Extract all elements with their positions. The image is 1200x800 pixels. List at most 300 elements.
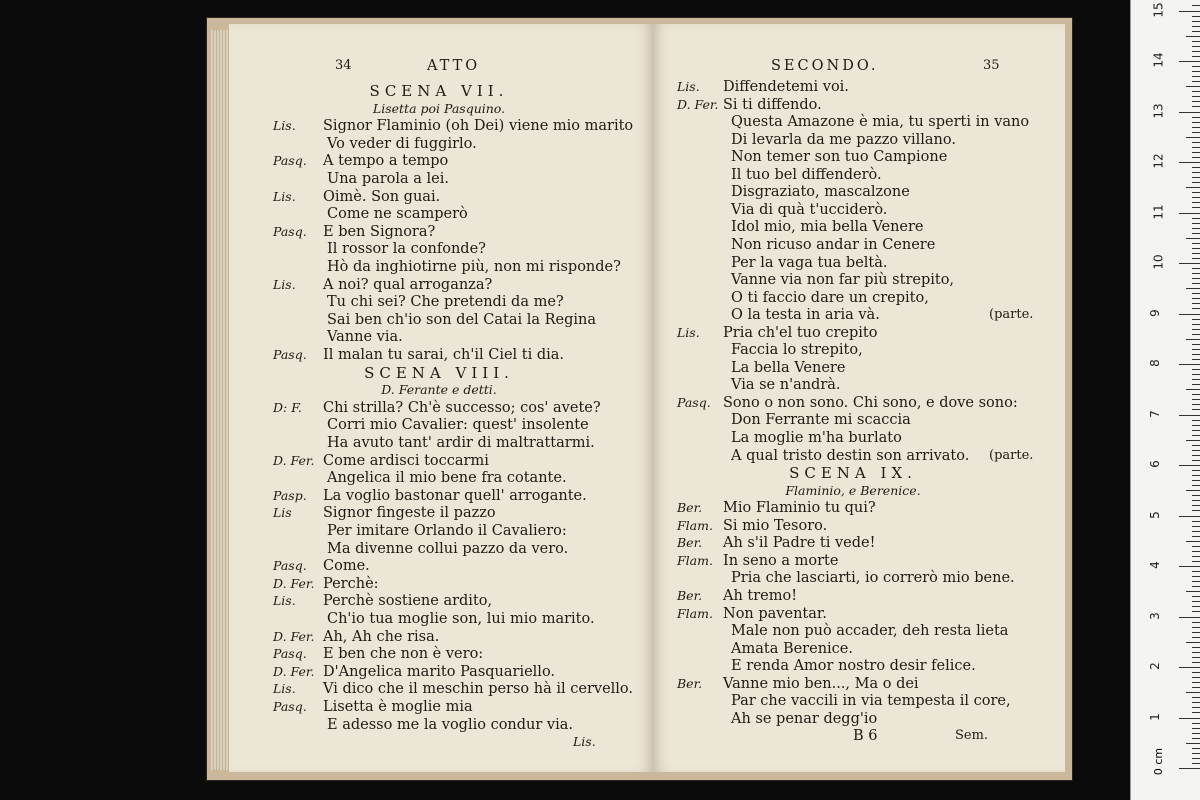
text-line	[273, 205, 468, 223]
ruler-tick	[1192, 283, 1200, 284]
verse-text: Si ti diffendo.	[723, 96, 822, 113]
verse-text: E ben che non è vero:	[323, 646, 484, 663]
text-line	[273, 522, 567, 540]
ruler-tick	[1179, 465, 1200, 466]
speaker-label: Flam.	[677, 517, 713, 533]
ruler-tick	[1192, 379, 1200, 380]
text-line	[677, 447, 1034, 465]
verse-text: Perchè sostiene ardito,	[323, 593, 493, 610]
text-line	[677, 201, 887, 219]
verse-text: Come ne scamperò	[327, 206, 468, 223]
ruler-tick	[1192, 243, 1200, 244]
ruler-tick	[1192, 91, 1200, 92]
text-line	[273, 716, 573, 734]
ruler-tick	[1192, 81, 1200, 82]
ruler-tick	[1192, 293, 1200, 294]
ruler-tick	[1192, 26, 1200, 27]
verse-text: Don Ferrante mi scaccia	[731, 412, 911, 429]
ruler-tick	[1179, 718, 1200, 719]
verse-text: Vanne mio ben..., Ma o dei	[723, 675, 919, 692]
ruler-tick	[1192, 16, 1200, 17]
ruler-tick	[1192, 228, 1200, 229]
ruler-tick	[1186, 339, 1200, 340]
verse-text: D'Angelica marito Pasquariello.	[323, 663, 556, 680]
text-line	[273, 680, 633, 698]
text-line	[677, 605, 827, 623]
verse-text: Lisetta è moglie mia	[323, 699, 473, 715]
text-line	[273, 135, 477, 153]
stage-direction: Flaminio, e Berenice.	[785, 482, 921, 498]
text-line	[677, 587, 797, 605]
ruler-tick	[1192, 455, 1200, 456]
speaker-label: Ber.	[677, 500, 703, 516]
verse-text: Non temer son tuo Campione	[731, 149, 948, 166]
text-line	[677, 534, 875, 552]
ruler-tick	[1192, 672, 1200, 673]
text-line	[573, 733, 596, 751]
verse-text: Sai ben ch'io son del Catai la Regina	[327, 311, 597, 328]
ruler-tick	[1192, 500, 1200, 501]
ruler-tick	[1192, 56, 1200, 57]
ruler-tick	[1192, 712, 1200, 713]
ruler-tick	[1192, 278, 1200, 279]
scene-heading: SCENA VII.	[369, 82, 509, 100]
text-line	[273, 592, 492, 610]
verse-text: Corri mio Cavalier: quest' insolente	[327, 417, 589, 434]
verse-text: A tempo a tempo	[323, 153, 449, 170]
ruler-tick	[1192, 707, 1200, 708]
text-line	[273, 311, 596, 329]
ruler-tick	[1192, 627, 1200, 628]
verse-text: Questa Amazone è mia, tu sperti in vano	[731, 114, 1030, 131]
verse-text: Hò da inghiotirne più, non mi risponde?	[327, 259, 621, 275]
ruler-tick	[1192, 526, 1200, 527]
stage-direction: Lisetta poi Pasquino.	[372, 100, 506, 116]
page-number-right: 35	[983, 58, 1000, 73]
text-line	[273, 293, 564, 311]
speaker-label: Pasq.	[273, 347, 307, 362]
verse-text: Ah se penar degg'io	[731, 710, 878, 727]
ruler-tick	[1192, 354, 1200, 355]
verse-text: A noi? qual arroganza?	[323, 276, 493, 293]
ruler-tick	[1192, 450, 1200, 451]
ruler-tick	[1192, 531, 1200, 532]
ruler-tick	[1179, 516, 1200, 517]
ruler-tick	[1192, 248, 1200, 249]
open-book	[207, 18, 1072, 780]
text-line	[677, 166, 882, 184]
ruler-tick	[1192, 647, 1200, 648]
ruler-tick	[1192, 308, 1200, 309]
page-number-left: 34	[335, 58, 352, 73]
ruler-number: 11	[1151, 203, 1166, 220]
ruler-tick	[1192, 207, 1200, 208]
ruler-tick	[1186, 86, 1200, 87]
verse-text: E adesso me la voglio condur via.	[327, 716, 574, 733]
ruler-number: 7	[1147, 409, 1162, 418]
ruler-tick	[1192, 31, 1200, 32]
text-line	[273, 698, 473, 716]
ruler-tick	[1192, 182, 1200, 183]
ruler-tick	[1192, 561, 1200, 562]
verse-text: Sono o non sono. Chi sono, e dove sono:	[723, 394, 1018, 411]
ruler-tick	[1192, 475, 1200, 476]
ruler-tick	[1192, 399, 1200, 400]
verse-text: Ha avuto tant' ardir di maltrattarmi.	[327, 435, 595, 451]
verse-text: Come ardisci toccarmi	[323, 452, 489, 469]
ruler-tick	[1192, 551, 1200, 552]
text-line	[273, 645, 483, 663]
ruler-number: 2	[1147, 662, 1162, 670]
text-line	[273, 452, 489, 470]
ruler-tick	[1192, 677, 1200, 678]
ruler-tick	[1186, 692, 1200, 693]
speaker-label: Flam.	[677, 552, 713, 568]
ruler-tick	[1186, 288, 1200, 289]
verse-text: Chi strilla? Ch'è successo; cos' avete?	[323, 399, 601, 416]
ruler-tick	[1192, 556, 1200, 557]
text-line	[273, 504, 496, 522]
ruler-tick	[1179, 162, 1200, 163]
ruler-tick	[1179, 415, 1200, 416]
verse-text: A qual tristo destin son arrivato.	[731, 447, 970, 464]
ruler-tick	[1192, 384, 1200, 385]
verse-text: Amata Berenice.	[731, 640, 853, 657]
ruler-tick	[1192, 253, 1200, 254]
ruler-number: 9	[1147, 308, 1162, 317]
running-header-left: ATTO	[427, 58, 481, 74]
ruler-tick	[1192, 485, 1200, 486]
text-line	[677, 499, 876, 517]
verse-text: Perchè:	[323, 575, 379, 592]
ruler-tick	[1192, 132, 1200, 133]
verse-text: Per la vaga tua beltà.	[731, 254, 888, 271]
verse-text: Diffendetemi voi.	[723, 79, 849, 95]
ruler-tick	[1192, 420, 1200, 421]
ruler-tick	[1186, 541, 1200, 542]
verse-text: Vo veder di fuggirlo.	[327, 135, 477, 152]
text-line	[677, 131, 956, 149]
ruler-number: 5	[1147, 510, 1162, 519]
speaker-label: Pasq.	[273, 558, 307, 574]
text-line	[677, 517, 827, 535]
ruler-tick	[1192, 258, 1200, 259]
ruler-tick	[1192, 359, 1200, 360]
ruler-tick	[1192, 41, 1200, 42]
text-line	[273, 117, 633, 135]
ruler-tick	[1192, 536, 1200, 537]
text-line	[273, 434, 595, 452]
ruler-tick	[1192, 319, 1200, 320]
speaker-label: Pasq.	[273, 646, 307, 662]
text-line	[677, 113, 1029, 131]
speaker-label: Pasq.	[677, 394, 711, 410]
text-line	[364, 364, 514, 382]
text-line	[273, 152, 448, 170]
ruler-tick	[1192, 748, 1200, 749]
ruler-tick	[1192, 142, 1200, 143]
text-line	[677, 218, 924, 236]
ruler-tick	[1179, 112, 1200, 113]
text-line	[677, 96, 822, 114]
verse-text: Mio Flaminio tu qui?	[723, 500, 876, 517]
ruler-tick	[1192, 172, 1200, 173]
ruler-tick	[1186, 743, 1200, 744]
ruler-tick	[1186, 490, 1200, 491]
verse-text: Signor Flaminio (oh Dei) viene mio marito	[323, 118, 634, 135]
verse-text: La moglie m'ha burlato	[731, 430, 902, 446]
ruler-tick	[1192, 51, 1200, 52]
ruler-tick	[1192, 571, 1200, 572]
ruler-tick	[1186, 642, 1200, 643]
text-line	[273, 276, 492, 294]
verse-text: Non ricuso andar in Cenere	[731, 236, 936, 253]
text-line	[273, 540, 568, 558]
verse-text: Ah tremo!	[723, 587, 798, 604]
ruler-tick	[1192, 5, 1200, 6]
ruler-number: 13	[1151, 102, 1166, 119]
ruler-tick	[1192, 46, 1200, 47]
ruler-tick	[1192, 177, 1200, 178]
ruler-tick	[1192, 521, 1200, 522]
ruler-tick	[1192, 611, 1200, 612]
ruler-tick	[1186, 187, 1200, 188]
verse-text: Vi dico che il meschin perso hà il cervello.	[323, 681, 634, 698]
ruler-tick	[1179, 61, 1200, 62]
left-page	[229, 24, 653, 772]
speaker-label: Lis.	[677, 324, 700, 340]
speaker-label: Pasp.	[273, 487, 307, 503]
ruler-tick	[1192, 510, 1200, 511]
margin-note: Sem.	[955, 728, 989, 744]
speaker-label: D. Fer.	[273, 663, 315, 679]
speaker-label: Pasq.	[273, 223, 307, 239]
ruler-tick	[1192, 122, 1200, 123]
ruler-tick	[1192, 763, 1200, 764]
speaker-label: D. Fer.	[273, 452, 315, 468]
ruler-tick	[1192, 192, 1200, 193]
ruler-tick	[1192, 268, 1200, 269]
ruler-number: 15	[1151, 1, 1166, 18]
ruler-number: 10	[1151, 254, 1166, 270]
ruler-tick	[1192, 76, 1200, 77]
speaker-label: Lis.	[677, 79, 700, 94]
text-line	[273, 610, 595, 628]
ruler-tick	[1192, 738, 1200, 739]
signature-mark: B 6	[853, 728, 878, 745]
ruler-tick	[1186, 238, 1200, 239]
ruler-tick	[1179, 667, 1200, 668]
verse-text: Non paventar.	[723, 605, 827, 622]
ruler-tick	[1192, 66, 1200, 67]
ruler-tick	[1192, 723, 1200, 724]
speaker-label: Flam.	[677, 605, 713, 621]
verse-text: Tu chi sei? Che pretendi da me?	[327, 294, 564, 311]
ruler-number: 8	[1147, 359, 1162, 367]
verse-text: Ch'io tua moglie son, lui mio marito.	[327, 611, 595, 627]
ruler-tick	[1192, 96, 1200, 97]
ruler-number: 12	[1151, 153, 1166, 169]
running-header-right: SECONDO.	[771, 58, 879, 74]
verse-text: Si mio Tesoro.	[723, 517, 828, 534]
text-line	[273, 575, 379, 593]
verse-text: Di levarla da me pazzo villano.	[731, 131, 956, 148]
ruler-tick	[1192, 733, 1200, 734]
text-line	[785, 482, 920, 500]
verse-text: Signor fingeste il pazzo	[323, 505, 496, 522]
ruler-tick	[1192, 223, 1200, 224]
ruler-tick	[1192, 147, 1200, 148]
verse-text: Come.	[323, 558, 370, 575]
ruler-tick	[1192, 152, 1200, 153]
ruler-tick	[1192, 349, 1200, 350]
text-line	[677, 78, 849, 96]
text-line	[677, 376, 841, 394]
ruler-tick	[1192, 728, 1200, 729]
ruler-tick	[1192, 369, 1200, 370]
speaker-label: Pasq.	[273, 699, 307, 714]
ruler-tick	[1192, 273, 1200, 274]
verse-text: Una parola a lei.	[327, 171, 450, 187]
text-line	[677, 306, 1034, 324]
verse-text: Pria che lasciarti, io correrò mio bene.	[731, 570, 1015, 587]
ruler-tick	[1192, 324, 1200, 325]
measurement-ruler	[1130, 0, 1200, 800]
ruler-number: 6	[1147, 460, 1162, 468]
speaker-label: D: F.	[273, 399, 302, 415]
text-line	[273, 557, 370, 575]
verse-text: La voglio bastonar quell' arrogante.	[323, 487, 587, 504]
verse-text: Pria ch'el tuo crepito	[723, 324, 878, 341]
ruler-tick	[1192, 596, 1200, 597]
text-line	[677, 341, 863, 359]
text-line	[677, 148, 947, 166]
ruler-tick	[1192, 404, 1200, 405]
ruler-tick	[1192, 394, 1200, 395]
ruler-tick	[1192, 576, 1200, 577]
ruler-tick	[1192, 197, 1200, 198]
text-line	[677, 429, 902, 447]
ruler-tick	[1192, 157, 1200, 158]
ruler-number: 3	[1147, 611, 1162, 620]
ruler-tick	[1192, 435, 1200, 436]
ruler-tick	[1179, 364, 1200, 365]
scene-heading: SCENA IX.	[789, 464, 917, 483]
right-page	[653, 24, 1065, 772]
ruler-tick	[1192, 218, 1200, 219]
text-line	[273, 346, 564, 364]
ruler-tick	[1192, 753, 1200, 754]
ruler-tick	[1192, 329, 1200, 330]
verse-text: Faccia lo strepito,	[731, 342, 863, 359]
text-line	[677, 271, 954, 289]
verse-text: Per imitare Orlando il Cavaliero:	[327, 523, 567, 539]
text-line	[677, 324, 877, 342]
text-line	[381, 381, 497, 399]
ruler-tick	[1179, 314, 1200, 315]
text-line	[273, 416, 589, 434]
speaker-label: Lis.	[273, 188, 296, 204]
ruler-tick	[1186, 591, 1200, 592]
ruler-tick	[1179, 213, 1200, 214]
ruler-tick	[1192, 202, 1200, 203]
text-line	[677, 675, 919, 693]
ruler-tick	[1192, 460, 1200, 461]
ruler-tick	[1192, 106, 1200, 107]
text-line	[677, 552, 838, 570]
speaker-label: Lis.	[273, 593, 296, 609]
ruler-tick	[1192, 21, 1200, 22]
text-line	[273, 628, 439, 646]
text-line	[273, 188, 440, 206]
verse-text: Via se n'andrà.	[731, 377, 841, 394]
text-line	[273, 240, 486, 258]
ruler-tick	[1192, 470, 1200, 471]
ruler-tick	[1192, 546, 1200, 547]
speaker-label: D. Fer.	[677, 96, 719, 112]
text-line	[677, 236, 935, 254]
margin-note: (parte.	[989, 447, 1034, 463]
stage-direction: D. Ferante e detti.	[381, 382, 497, 398]
ruler-tick	[1192, 334, 1200, 335]
verse-text: Vanne via non far più strepito,	[731, 272, 955, 289]
ruler-tick	[1192, 581, 1200, 582]
verse-text: Ma divenne collui pazzo da vero.	[327, 540, 569, 557]
ruler-tick	[1192, 445, 1200, 446]
ruler-tick	[1179, 263, 1200, 264]
ruler-tick	[1192, 601, 1200, 602]
text-line	[273, 469, 567, 487]
text-line	[373, 100, 505, 118]
text-line	[273, 170, 449, 188]
ruler-unit: 0 cm	[1152, 747, 1166, 776]
ruler-tick	[1192, 71, 1200, 72]
text-line	[677, 254, 888, 272]
ruler-tick	[1192, 687, 1200, 688]
ruler-tick	[1192, 298, 1200, 299]
text-line	[370, 82, 509, 100]
ruler-tick	[1192, 167, 1200, 168]
ruler-tick	[1192, 622, 1200, 623]
page-edges	[211, 30, 229, 770]
text-line	[677, 657, 976, 675]
text-line	[273, 663, 555, 681]
ruler-tick	[1186, 137, 1200, 138]
ruler-tick	[1192, 662, 1200, 663]
ruler-tick	[1192, 233, 1200, 234]
text-line	[853, 727, 989, 745]
ruler-tick	[1192, 425, 1200, 426]
verse-text: Il tuo bel diffenderò.	[731, 166, 882, 183]
verse-text: In seno a morte	[723, 552, 839, 569]
speaker-label: Ber.	[677, 675, 703, 691]
verse-text: O la testa in aria và.	[731, 307, 880, 324]
margin-note: (parte.	[989, 307, 1034, 323]
catchword: Lis.	[573, 734, 596, 750]
speaker-label: D. Fer.	[273, 628, 315, 644]
ruler-tick	[1192, 606, 1200, 607]
text-line	[273, 258, 621, 276]
ruler-number: 4	[1147, 561, 1162, 569]
text-line	[273, 223, 435, 241]
text-line	[677, 394, 1018, 412]
verse-text: Il rossor la confonde?	[327, 241, 486, 258]
ruler-tick	[1192, 682, 1200, 683]
verse-text: Il malan tu sarai, ch'il Ciel ti dia.	[323, 347, 565, 363]
speaker-label: D. Fer.	[273, 575, 315, 591]
speaker-label: Pasq.	[273, 153, 307, 169]
scene-heading: SCENA VIII.	[364, 363, 514, 382]
